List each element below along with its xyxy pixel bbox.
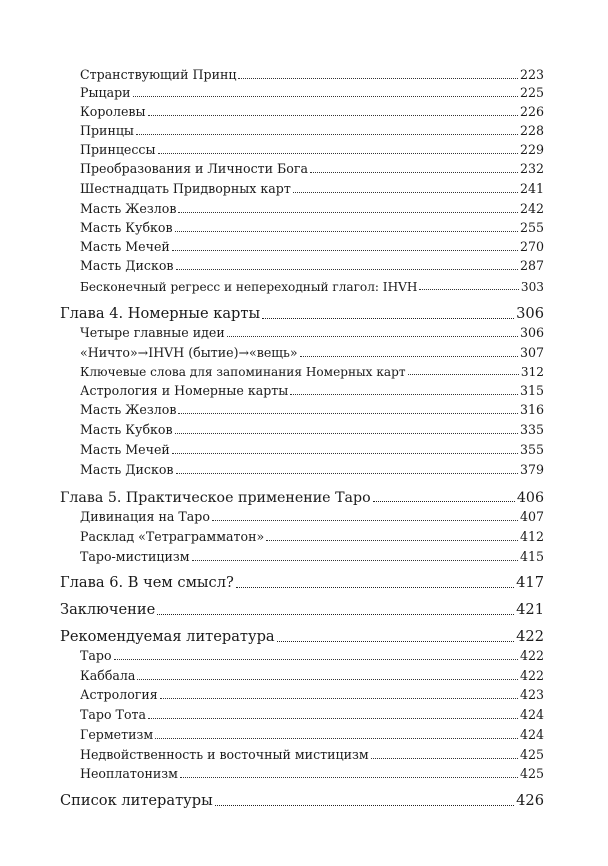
toc-entry-page-number: 422: [516, 628, 544, 646]
toc-entry-page-number: 424: [519, 707, 544, 723]
toc-entry-title: «Ничто»→IHVH (бытие)→«вещь»: [80, 345, 298, 361]
toc-entry-title: Королевы: [80, 104, 146, 120]
toc-entry-title: Глава 5. Практическое применение Таро: [60, 489, 371, 506]
toc-entry-page-number: 355: [519, 442, 544, 458]
dot-leader: [227, 336, 518, 337]
dot-leader: [176, 269, 518, 270]
toc-entry: [80, 344, 544, 360]
toc-entry: [80, 219, 544, 235]
toc-entry-page-number: 422: [519, 648, 544, 664]
toc-entry: [80, 277, 544, 293]
toc-entry-page-number: 307: [519, 345, 544, 361]
toc-entry: [80, 461, 544, 477]
toc-entry-title: Глава 6. В чем смысл?: [60, 574, 234, 592]
toc-entry-page-number: 425: [519, 747, 544, 763]
dot-leader: [371, 758, 518, 759]
toc-entry-page-number: 316: [519, 402, 544, 418]
toc-chapter-entry: [60, 571, 544, 591]
dot-leader: [238, 78, 517, 79]
toc-entry: [80, 180, 544, 196]
toc-chapter-entry: [60, 625, 544, 645]
toc-entry: [80, 667, 544, 683]
toc-entry-title: Масть Дисков: [80, 462, 174, 478]
dot-leader: [148, 718, 518, 719]
dot-leader: [176, 473, 518, 474]
dot-leader: [178, 212, 518, 213]
toc-entry: [80, 324, 544, 340]
toc-entry-page-number: 426: [516, 792, 544, 810]
toc-entry: [80, 421, 544, 437]
toc-entry-page-number: 229: [519, 142, 544, 158]
toc-entry-page-number: 425: [519, 766, 544, 782]
toc-entry-page-number: 406: [516, 489, 544, 506]
dot-leader: [155, 738, 518, 739]
dot-leader: [136, 134, 518, 135]
dot-leader: [133, 96, 518, 97]
toc-entry-page-number: 417: [516, 574, 544, 592]
dot-leader: [300, 356, 518, 357]
toc-entry: [80, 122, 544, 138]
toc-entry-page-number: 315: [519, 383, 544, 399]
toc-entry: [80, 647, 544, 663]
toc-entry: [80, 765, 544, 781]
toc-entry-page-number: 312: [520, 364, 544, 379]
toc-entry-title: Герметизм: [80, 727, 154, 743]
toc-entry-title: Странствующий Принц: [80, 67, 237, 83]
toc-entry-page-number: 407: [519, 509, 544, 525]
dot-leader: [172, 453, 518, 454]
toc-entry: [80, 160, 544, 176]
toc-entry: [80, 548, 544, 564]
toc-entry-title: Заключение: [60, 601, 156, 619]
toc-entry-title: Рыцари: [80, 85, 131, 101]
toc-entry-page-number: 415: [519, 549, 544, 565]
toc-entry-title: Неоплатонизм: [80, 766, 178, 782]
toc-entry-page-number: 423: [519, 687, 544, 703]
dot-leader: [215, 805, 514, 806]
toc-entry: [80, 362, 544, 378]
toc-entry-title: Принцессы: [80, 142, 156, 158]
toc-entry-page-number: 228: [519, 123, 544, 139]
toc-entry: [80, 726, 544, 742]
dot-leader: [175, 231, 518, 232]
toc-entry-title: Расклад «Тетраграмматон»: [80, 529, 265, 545]
toc-chapter-entry: [60, 789, 544, 809]
toc-entry-title: Масть Жезлов: [80, 402, 177, 418]
toc-entry-page-number: 226: [519, 104, 544, 120]
toc-entry-page-number: 424: [519, 727, 544, 743]
toc-entry-title: Бесконечный регресс и непереходный глагол: IHVH: [80, 279, 418, 294]
toc-chapter-entry: [60, 598, 544, 618]
dot-leader: [157, 614, 514, 615]
toc-entry-page-number: 306: [516, 305, 544, 323]
dot-leader: [262, 318, 514, 319]
dot-leader: [290, 394, 518, 395]
toc-entry-title: Каббала: [80, 668, 136, 684]
toc-entry-page-number: 242: [519, 201, 544, 217]
toc-entry-title: Астрология и Номерные карты: [80, 383, 289, 399]
dot-leader: [266, 540, 518, 541]
toc-entry-title: Рекомендуемая литература: [60, 628, 275, 646]
toc-entry-title: Масть Кубков: [80, 220, 173, 236]
toc-entry-page-number: 287: [519, 258, 544, 274]
dot-leader: [277, 641, 515, 642]
dot-leader: [293, 192, 518, 193]
toc-entry-page-number: 270: [519, 239, 544, 255]
dot-leader: [419, 289, 518, 290]
toc-entry-title: Преобразования и Личности Бога: [80, 161, 308, 177]
toc-entry: [80, 238, 544, 254]
dot-leader: [373, 501, 515, 502]
toc-entry-page-number: 255: [519, 220, 544, 236]
dot-leader: [148, 115, 518, 116]
toc-entry: [80, 141, 544, 157]
toc-entry-page-number: 421: [516, 601, 544, 619]
toc-entry: [80, 441, 544, 457]
toc-entry: [80, 508, 544, 524]
toc-entry: [80, 103, 544, 119]
toc-entry: [80, 528, 544, 544]
dot-leader: [180, 777, 518, 778]
dot-leader: [236, 587, 514, 588]
toc-entry-page-number: 335: [519, 422, 544, 438]
dot-leader: [178, 413, 518, 414]
toc-entry: [80, 66, 544, 82]
dot-leader: [192, 560, 518, 561]
toc-entry: [80, 84, 544, 100]
toc-entry-title: Масть Жезлов: [80, 201, 177, 217]
toc-entry-title: Таро-мистицизм: [80, 549, 190, 565]
dot-leader: [160, 698, 518, 699]
toc-entry: [80, 686, 544, 702]
toc-entry-page-number: 379: [519, 462, 544, 478]
toc-entry-title: Недвойственность и восточный мистицизм: [80, 747, 369, 763]
toc-entry-title: Дивинация на Таро: [80, 509, 210, 525]
toc-entry-title: Шестнадцать Придворных карт: [80, 181, 291, 197]
toc-entry-title: Масть Дисков: [80, 258, 174, 274]
toc-entry-page-number: 303: [520, 279, 544, 294]
dot-leader: [212, 520, 518, 521]
toc-chapter-entry: [60, 302, 544, 322]
dot-leader: [158, 153, 518, 154]
dot-leader: [408, 374, 519, 375]
toc-entry-title: Принцы: [80, 123, 134, 139]
toc-entry: [80, 382, 544, 398]
dot-leader: [175, 433, 518, 434]
dot-leader: [137, 679, 518, 680]
toc-entry-page-number: 225: [519, 85, 544, 101]
toc-entry: [80, 401, 544, 417]
dot-leader: [172, 250, 518, 251]
toc-entry-title: Список литературы: [60, 792, 213, 810]
toc-entry-page-number: 306: [519, 325, 544, 341]
toc-entry-title: Ключевые слова для запоминания Номерных карт: [80, 364, 406, 379]
toc-entry-title: Глава 4. Номерные карты: [60, 305, 261, 323]
toc-entry-page-number: 241: [519, 181, 544, 197]
toc-entry-title: Таро: [80, 648, 112, 664]
dot-leader: [114, 659, 518, 660]
toc-entry: [80, 706, 544, 722]
toc-entry-page-number: 412: [519, 529, 544, 545]
toc-entry-title: Масть Мечей: [80, 239, 170, 255]
toc-entry: [80, 200, 544, 216]
toc-entry-title: Астрология: [80, 687, 158, 703]
toc-entry-title: Четыре главные идеи: [80, 325, 225, 341]
toc-entry-title: Масть Кубков: [80, 422, 173, 438]
toc-entry-page-number: 232: [519, 161, 544, 177]
toc-chapter-entry: [60, 485, 544, 505]
toc-entry-title: Масть Мечей: [80, 442, 170, 458]
toc-entry: [80, 746, 544, 762]
dot-leader: [310, 172, 518, 173]
toc-entry-title: Таро Тота: [80, 707, 147, 723]
toc-entry: [80, 257, 544, 273]
toc-entry-page-number: 223: [519, 67, 544, 83]
toc-entry-page-number: 422: [519, 668, 544, 684]
